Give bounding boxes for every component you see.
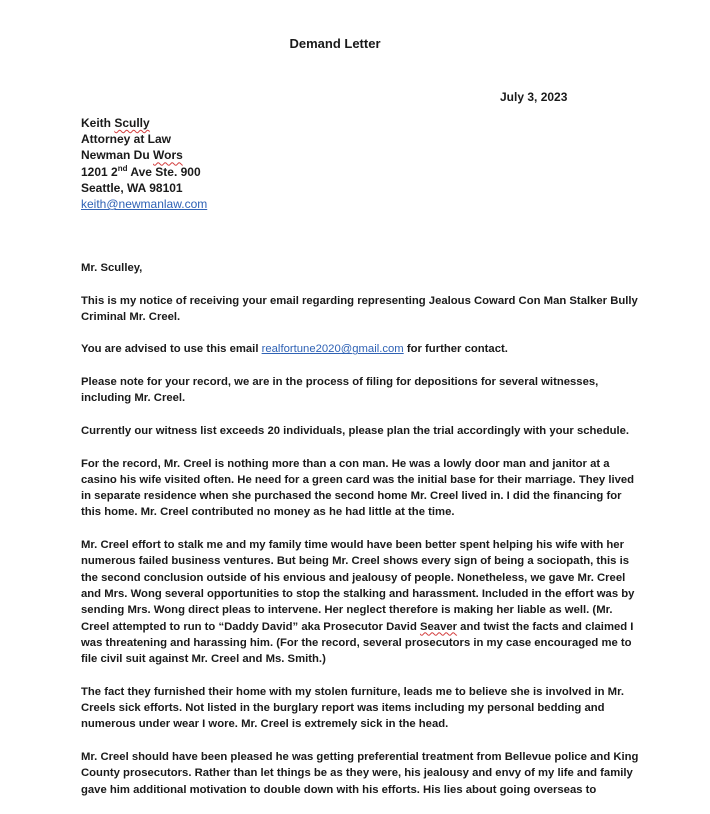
prosecutor-name: Seaver [419, 620, 458, 633]
letter-title: Demand Letter [289, 36, 381, 51]
recipient-street-a: 1201 2 [81, 164, 118, 179]
contact-email-link[interactable]: realfortune2020@gmail.com [261, 343, 404, 356]
recipient-firm-line [81, 147, 207, 163]
salutation: Mr. Sculley, [81, 262, 143, 274]
letter-date: July 3, 2023 [500, 90, 568, 104]
paragraph-witness-list: Currently our witness list exceeds 20 individuals, please plan the trial accordingly with your schedule. [81, 424, 630, 437]
paragraph-contact [81, 341, 641, 357]
recipient-firm-a: Newman Du [81, 148, 154, 163]
letter-body [81, 260, 641, 814]
paragraph-notice: This is my notice of receiving your email regarding representing Jealous Coward Con Man Stalker Bully Criminal Mr. Creel. [81, 294, 638, 323]
paragraph-contact-before: You are advised to use this email [81, 343, 262, 356]
recipient-address-block [81, 115, 207, 212]
recipient-street-sup: nd [117, 163, 128, 173]
recipient-street-b: Ave Ste. 900 [127, 164, 201, 179]
paragraph-stalking-b: and twist the facts and claimed I was threatening and harassing him. (For the record, several prosecutors in my case encouraged me to file civil suit against Mr. Creel and Ms. Smith.) [81, 620, 634, 666]
paragraph-depositions: Please note for your record, we are in the process of filing for depositions for several witnesses, including Mr. Creel. [81, 376, 599, 405]
recipient-email-link[interactable]: keith@newmanlaw.com [81, 197, 208, 212]
paragraph-furniture: The fact they furnished their home with my stolen furniture, leads me to believe she is involved in Mr. Creels sick efforts. Not listed in the burglary report was items including my personal bedding and numerous under wear I wore. Mr. Creel is extremely sick in the head. [81, 685, 624, 731]
paragraph-preferential-treatment: Mr. Creel should have been pleased he was getting preferential treatment from Bellevue police and King County prosecutors. Rather than let things be as they were, his jealousy and envy of my life and family gave him additional motivation to double down with his efforts. His lies about going overseas to [81, 750, 639, 796]
recipient-city: Seattle, WA 98101 [81, 180, 183, 195]
recipient-email-line [81, 196, 207, 212]
paragraph-contact-after: for further contact. [403, 343, 508, 356]
paragraph-stalking-a: Mr. Creel effort to stalk me and my family time would have been better spent helping his wife with her numerous failed business ventures. But being Mr. Creel shows every sign of being a sociopath, this is the second conclusion outside of his envious and jealousy of people. Nonetheless, we gave Mr. Creel and Mrs. Wong several opportunities to stop the stalking and harassment. Included in the effort was by sending Mrs. Wong direct pleas to intervene. Her neglect therefore is making her liable as well. (Mr. Creel attempted to run to “Daddy David” aka Prosecutor David [81, 539, 635, 633]
paragraph-stalking [81, 537, 641, 667]
recipient-last-name: Scully [114, 116, 150, 130]
recipient-firm-b: Wors [153, 148, 183, 163]
recipient-first-name: Keith [81, 116, 115, 130]
paragraph-con-man: For the record, Mr. Creel is nothing more than a con man. He was a lowly door man and janitor at a casino his wife visited often. He need for a green card was the initial base for their marriage. They lived in separate residence when she purchased the second home Mr. Creel lived in. I did the financing for this home. Mr. Creel contributed no money as he had little at the time. [81, 457, 635, 519]
recipient-street-line [81, 164, 207, 180]
recipient-name-line [81, 115, 207, 131]
recipient-role: Attorney at Law [81, 132, 172, 147]
